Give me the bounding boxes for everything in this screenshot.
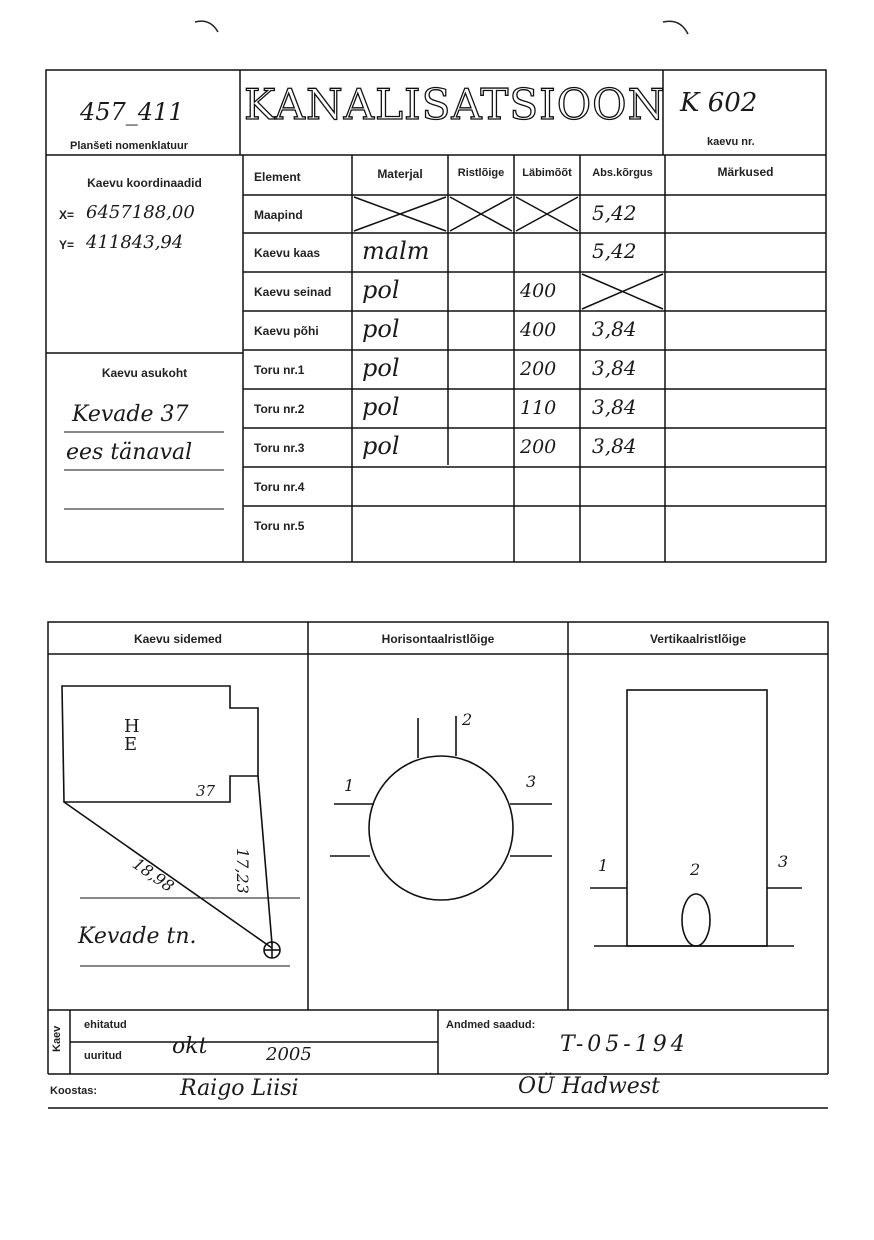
element-cell: Toru nr.4 bbox=[254, 480, 305, 494]
location-line-1: Kevade 37 bbox=[72, 402, 189, 427]
material-cell: pol bbox=[362, 315, 400, 343]
element-cell: Toru nr.5 bbox=[254, 519, 305, 533]
diameter-cell: 110 bbox=[520, 397, 557, 419]
abs-height-cell: 3,84 bbox=[592, 356, 637, 380]
element-cell: Maapind bbox=[254, 208, 303, 222]
element-cell: Toru nr.1 bbox=[254, 363, 305, 377]
data-received-value: T-05-194 bbox=[560, 1032, 689, 1057]
material-cell: pol bbox=[362, 354, 400, 382]
location-line-2: ees tänaval bbox=[66, 440, 193, 465]
coord-y-value: 411843,94 bbox=[86, 232, 184, 253]
material-cell: pol bbox=[362, 432, 400, 460]
built-label: ehitatud bbox=[84, 1019, 127, 1031]
element-cell: Toru nr.2 bbox=[254, 402, 305, 416]
well-id: K 602 bbox=[680, 88, 758, 118]
abs-height-cell: 3,84 bbox=[592, 317, 637, 341]
vertical-section-sketch bbox=[590, 690, 802, 946]
pipe-3-label: 3 bbox=[526, 772, 537, 791]
material-cell: pol bbox=[362, 393, 400, 421]
abs-height-cell: 3,84 bbox=[592, 434, 637, 458]
header-notes: Märkused bbox=[717, 165, 774, 179]
company-name: OÜ Hadwest bbox=[518, 1074, 660, 1099]
diameter-cell: 400 bbox=[520, 319, 557, 341]
distance-1: 18,98 bbox=[129, 854, 178, 896]
sheet-number-label: Planšeti nomenklatuur bbox=[70, 140, 188, 152]
header-material: Materjal bbox=[377, 167, 423, 181]
abs-height-cell: 3,84 bbox=[592, 395, 637, 419]
street-label: Kevade tn. bbox=[78, 924, 197, 949]
horizontal-section-sketch bbox=[330, 716, 552, 900]
diameter-cell: 200 bbox=[520, 436, 557, 458]
vertical-pipe-1-label: 1 bbox=[598, 856, 609, 875]
element-cell: Kaevu kaas bbox=[254, 246, 321, 260]
pipe-1-label: 1 bbox=[344, 776, 355, 795]
author-label: Koostas: bbox=[50, 1085, 98, 1097]
vertical-pipe-3-label: 3 bbox=[778, 852, 789, 871]
abs-height-cell: 5,42 bbox=[592, 239, 637, 263]
header-element: Element bbox=[254, 170, 301, 184]
coord-x-value: 6457188,00 bbox=[86, 202, 195, 223]
diameter-cell: 200 bbox=[520, 358, 557, 380]
material-cell: malm bbox=[362, 237, 430, 265]
element-cell: Toru nr.3 bbox=[254, 441, 305, 455]
well-side-label: Kaev bbox=[51, 1025, 63, 1052]
ties-label: Kaevu sidemed bbox=[133, 632, 223, 646]
author-name: Raigo Liisi bbox=[180, 1076, 299, 1101]
coord-x-prefix: X= bbox=[59, 208, 75, 222]
sheet-number: 457_411 bbox=[80, 98, 184, 126]
horizontal-section-label: Horisontaalristlõige bbox=[381, 632, 495, 646]
measured-year: 2005 bbox=[266, 1044, 312, 1065]
well-id-label: kaevu nr. bbox=[707, 136, 755, 148]
header-diameter: Läbimõõt bbox=[522, 167, 572, 179]
sketch-panels bbox=[0, 600, 874, 1030]
material-cell: pol bbox=[362, 276, 400, 304]
location-label: Kaevu asukoht bbox=[101, 366, 188, 380]
data-received-label: Andmed saadud: bbox=[446, 1019, 536, 1031]
measured-label: uuritud bbox=[84, 1050, 122, 1062]
element-cell: Kaevu põhi bbox=[254, 324, 319, 338]
distance-2: 17,23 bbox=[233, 848, 252, 894]
vertical-pipe-2-label: 2 bbox=[690, 860, 701, 879]
pipe-2-label: 2 bbox=[462, 710, 473, 729]
header-abs-height: Abs.kõrgus bbox=[592, 167, 653, 179]
vertical-section-label: Vertikaalristlõige bbox=[649, 632, 747, 646]
diameter-cell: 400 bbox=[520, 280, 557, 302]
header-cross-section: Ristlõige bbox=[457, 167, 505, 179]
house-number: 37 bbox=[196, 782, 216, 800]
building-letters: H E bbox=[124, 716, 140, 755]
coords-label: Kaevu koordinaadid bbox=[87, 176, 202, 190]
abs-height-cell: 5,42 bbox=[592, 201, 637, 225]
element-cell: Kaevu seinad bbox=[254, 285, 332, 299]
measured-month: okt bbox=[172, 1034, 208, 1059]
form-title: KANALISATSIOON bbox=[244, 80, 666, 129]
footer-grid bbox=[0, 1010, 874, 1120]
coord-y-prefix: Y= bbox=[59, 238, 75, 252]
